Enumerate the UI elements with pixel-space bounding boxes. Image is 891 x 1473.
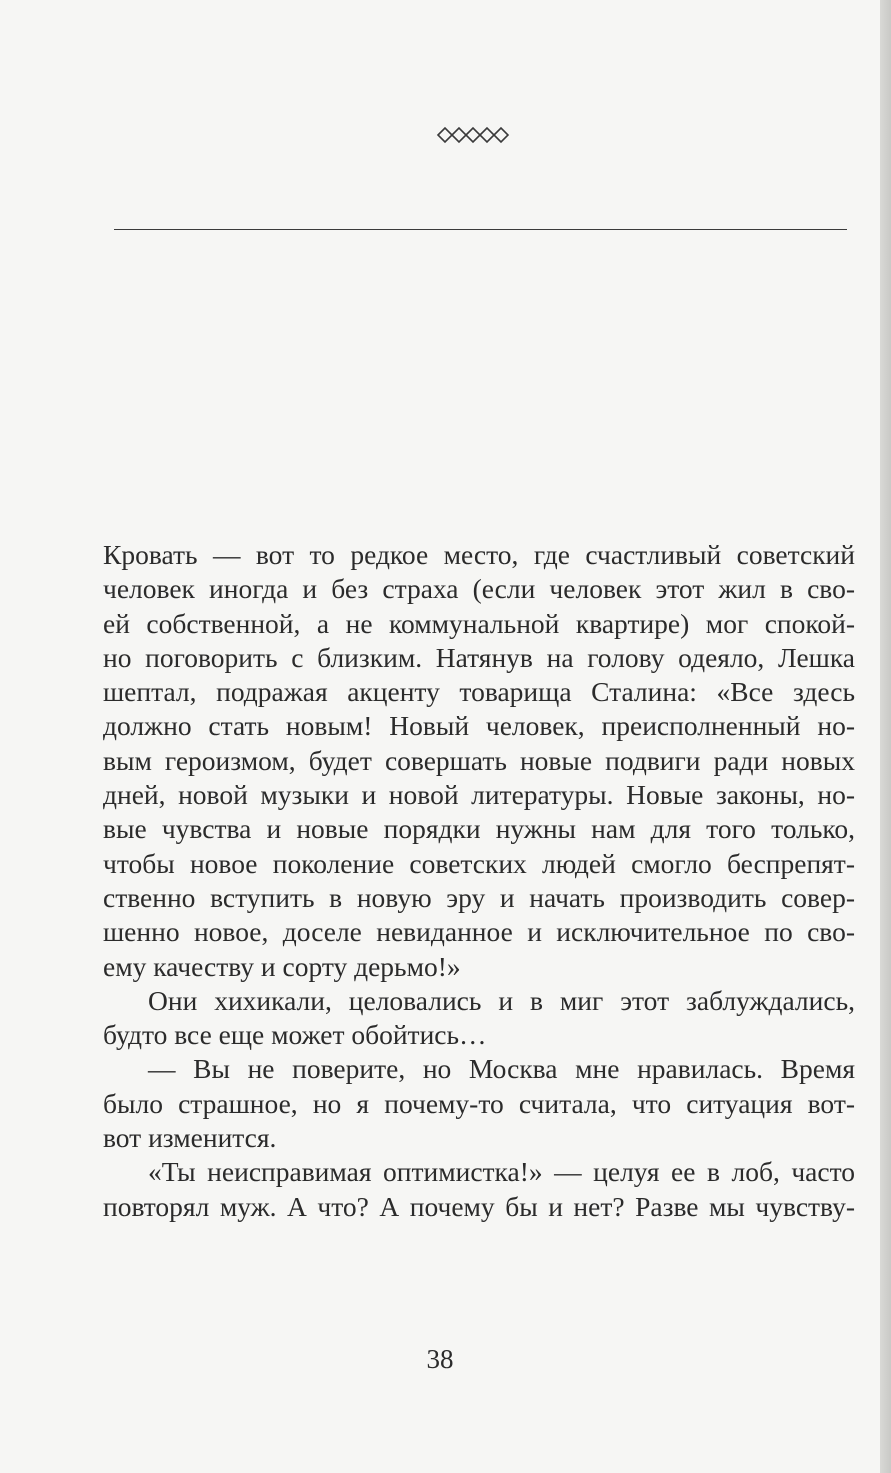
- text-line: будто все еще может обойтись…: [103, 1019, 487, 1051]
- text-line: шенно новое, доселе невиданное и исключительное по сво-: [103, 916, 855, 948]
- body-text: [103, 538, 855, 1224]
- text-line: ему качеству и сорту дерьмо!»: [103, 950, 461, 982]
- text-line: вым героизмом, будет совершать новые подвиги ради новых: [103, 744, 855, 776]
- page-number: 38: [426, 1344, 454, 1374]
- text-line: ственно вступить в новую эру и начать производить совер-: [103, 881, 855, 913]
- text-line: «Ты неисправимая оптимистка!» — целуя ее в лоб, часто: [148, 1156, 855, 1188]
- text-line: было страшное, но я почему-то считала, что ситуация вот-: [103, 1087, 855, 1119]
- text-line: Они хихикали, целовались и в миг этот заблуждались,: [148, 984, 855, 1016]
- diamond-chain-icon: [436, 124, 526, 146]
- text-line: но поговорить с близким. Натянув на голову одеяло, Лешка: [103, 641, 855, 673]
- text-line: должно стать новым! Новый человек, преисполненный но-: [103, 710, 855, 742]
- text-line: шептал, подражая акценту товарища Сталина: «Все здесь: [103, 676, 855, 708]
- text-line: — Вы не поверите, но Москва мне нравилась. Время: [148, 1053, 855, 1085]
- text-line: человек иногда и без страха (если человек этот жил в сво-: [103, 573, 855, 605]
- text-line: вые чувства и новые порядки нужны нам для того только,: [103, 813, 855, 845]
- page-edge-shadow: [880, 0, 891, 1473]
- text-line: дней, новой музыки и новой литературы. Новые законы, но-: [103, 779, 855, 811]
- text-line: повторял муж. А что? А почему бы и нет? Разве мы чувству-: [103, 1190, 855, 1222]
- text-line: вот изменится.: [103, 1122, 277, 1154]
- text-line: Кровать — вот то редкое место, где счастливый советский: [103, 539, 855, 570]
- text-line: чтобы новое поколение советских людей смогло беспрепят-: [103, 847, 855, 879]
- text-line: ей собственной, а не коммунальной квартире) мог спокой-: [103, 607, 855, 639]
- horizontal-divider: [114, 229, 847, 230]
